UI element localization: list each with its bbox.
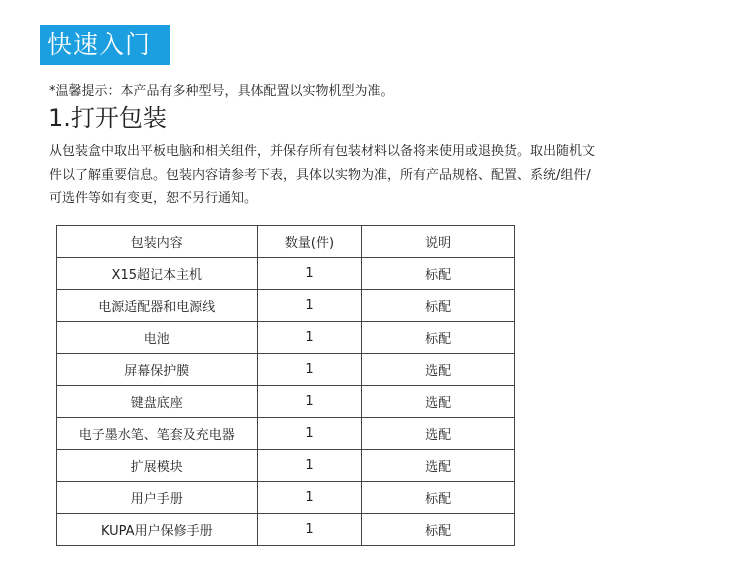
table-header-row xyxy=(57,226,515,258)
item-cell: 电子墨水笔、笔套及充电器 xyxy=(57,418,258,450)
note-cell: 标配 xyxy=(362,322,515,354)
intro-line: 可选件等如有变更，恕不另行通知。 xyxy=(49,191,258,206)
quantity-cell: 1 xyxy=(257,514,362,546)
note-cell: 标配 xyxy=(362,290,515,322)
note-cell: 标配 xyxy=(362,514,515,546)
quantity-cell: 1 xyxy=(257,418,362,450)
section-heading: 1.打开包装 xyxy=(48,104,167,132)
item-cell: 键盘底座 xyxy=(57,386,258,418)
page-title: 快速入门 xyxy=(40,25,170,65)
quantity-cell: 1 xyxy=(257,290,362,322)
table-row xyxy=(57,290,515,322)
note-cell: 选配 xyxy=(362,354,515,386)
item-cell: 电源适配器和电源线 xyxy=(57,290,258,322)
quantity-cell: 1 xyxy=(257,386,362,418)
item-cell: 用户手册 xyxy=(57,482,258,514)
note-cell: 选配 xyxy=(362,418,515,450)
item-cell: KUPA用户保修手册 xyxy=(57,514,258,546)
column-header-quantity: 数量(件) xyxy=(257,226,362,258)
quantity-cell: 1 xyxy=(257,482,362,514)
note-cell: 选配 xyxy=(362,450,515,482)
quantity-cell: 1 xyxy=(257,450,362,482)
notice-text: *温馨提示：本产品有多种型号，具体配置以实物机型为准。 xyxy=(49,84,394,99)
intro-line: 从包装盒中取出平板电脑和相关组件，并保存所有包装材料以备将来使用或退换货。取出随机文 xyxy=(49,144,596,159)
table-row xyxy=(57,514,515,546)
quantity-cell: 1 xyxy=(257,258,362,290)
note-cell: 选配 xyxy=(362,386,515,418)
package-contents-table xyxy=(56,225,515,546)
item-cell: 扩展模块 xyxy=(57,450,258,482)
intro-line: 件以了解重要信息。包装内容请参考下表，具体以实物为准，所有产品规格、配置、系统/组件/ xyxy=(49,167,591,183)
table-row xyxy=(57,482,515,514)
quantity-cell: 1 xyxy=(257,354,362,386)
note-cell: 标配 xyxy=(362,258,515,290)
table-row xyxy=(57,258,515,290)
table-row xyxy=(57,450,515,482)
item-cell: X15超记本主机 xyxy=(57,258,258,290)
table-row xyxy=(57,354,515,386)
table-row xyxy=(57,386,515,418)
table-row xyxy=(57,322,515,354)
quantity-cell: 1 xyxy=(257,322,362,354)
item-cell: 屏幕保护膜 xyxy=(57,354,258,386)
note-cell: 标配 xyxy=(362,482,515,514)
item-cell: 电池 xyxy=(57,322,258,354)
column-header-note: 说明 xyxy=(362,226,515,258)
column-header-contents: 包装内容 xyxy=(57,226,258,258)
table-row xyxy=(57,418,515,450)
intro-paragraph xyxy=(49,140,699,211)
